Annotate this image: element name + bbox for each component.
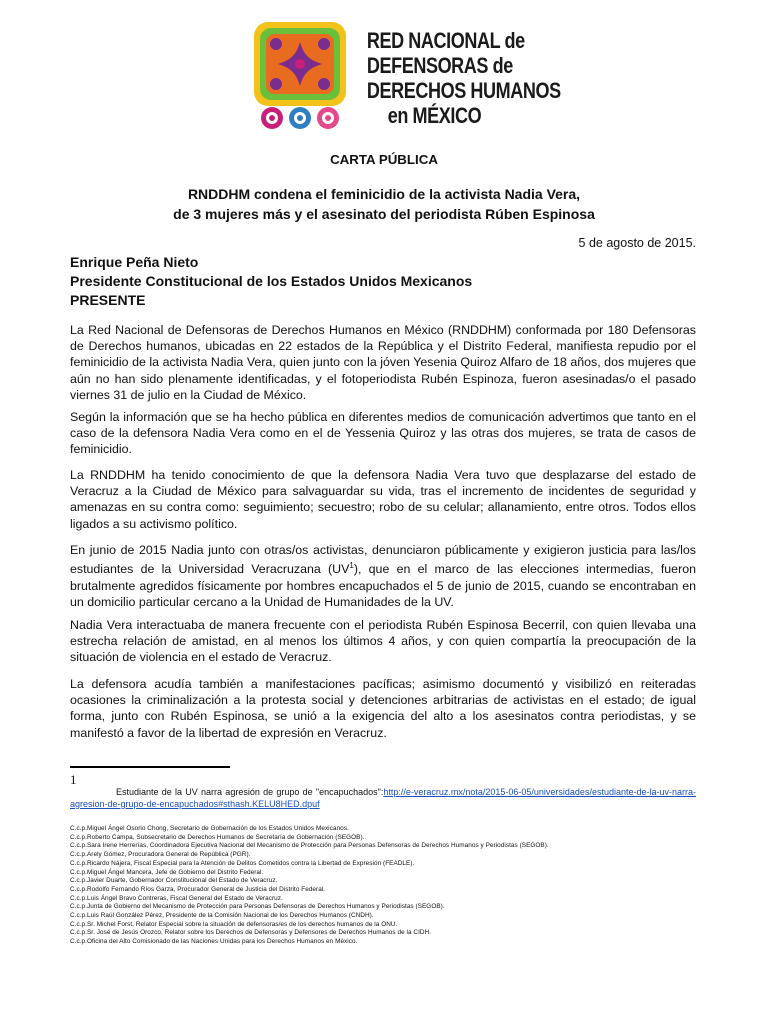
body-paragraph-5: Nadia Vera interactuaba de manera frecuente con el periodista Rubén Espinosa Becerril, con quien llevaba una estrecha relación de amistad, en al menos los últimos 4 años, y con quien compartía la preocupación de la situación de violencia en el estado de Veracruz. xyxy=(70,618,696,665)
body-paragraph-4 xyxy=(70,542,696,610)
logo-line: DERECHOS HUMANOS xyxy=(366,78,561,103)
letter-date: 5 de agosto de 2015. xyxy=(578,236,696,250)
addressee-name: Enrique Peña Nieto xyxy=(70,254,199,270)
ccp-item: C.c.p.Sara Irene Herrerías, Coordinadora Ejecutiva Nacional del Mecanismo de Protección para Personas Defensoras de Derechos Humanos y Periodistas (SEGOB). xyxy=(70,842,549,850)
body-paragraph-6: La defensora acudía también a manifestaciones pacíficas; asimismo documentó y visibilizó en reiteradas ocasiones la criminalización a la protesta social y detenciones arbitrarias de activistas en el estado; de igual forma, junto con Rubén Espinosa, se unió a la exigencia del alto a los asesinatos contra periodistas, y se manifestó a favor de la libertad de expresión en Veracruz. xyxy=(70,677,696,740)
ccp-item: C.c.p.Luis Ángel Bravo Contreras, Fiscal General del Estado de Veracruz. xyxy=(70,894,283,902)
ccp-item: C.c.p.Miguel Ángel Osorio Chong, Secretario de Gobernación de los Estados Unidos Mexicanos. xyxy=(70,825,349,832)
ccp-item: C.c.p.Oficina del Alto Comisionado de las Naciones Unidas para los Derechos Humanos en México. xyxy=(70,938,358,946)
paragraph-4-end: ), que en el marco de las elecciones intermedias, fueron brutalmente agredidos físicamente por hombres encapuchados el 5 de junio de 2015, cuando se encontraban en un domicilio particular cercano a la Unidad de Humanidades de la UV. xyxy=(70,562,696,609)
ccp-item: C.c.p.Ricardo Nájera, Fiscal Especial para la Atención de Delitos Cometidos contra la Libertad de Expresión (FEADLE). xyxy=(70,859,415,867)
organization-logo xyxy=(252,20,561,136)
headline-line-2: de 3 mujeres más y el asesinato del periodista Rúben Espinosa xyxy=(173,206,595,222)
footnote-text xyxy=(70,786,696,810)
ccp-item: C.c.p.Miguel Ángel Mancera, Jefe de Gobierno del Distrito Federal. xyxy=(70,868,264,876)
footnote-description: Estudiante de la UV narra agresión de grupo de "encapuchados": xyxy=(116,787,384,797)
logo-line: en MÉXICO xyxy=(387,103,482,128)
addressee-title: Presidente Constitucional de los Estados Unidos Mexicanos xyxy=(70,273,473,289)
headline-line-1: RNDDHM condena el feminicidio de la activista Nadia Vera, xyxy=(187,186,581,202)
footnote-number: 1 xyxy=(70,772,77,787)
document-type-title: CARTA PÚBLICA xyxy=(330,152,438,167)
footnote-reference[interactable]: 1 xyxy=(349,561,354,571)
ccp-item: C.c.p.Sr. José de Jesús Orozco, Relator sobre los Derechos de Defensoras y Defensores de Derechos Humanos de la CIDH. xyxy=(70,929,432,937)
carbon-copy-list xyxy=(70,825,710,947)
logo-line: RED NACIONAL de xyxy=(366,28,525,53)
ccp-item: C.c.p.Sr. Michel Forst, Relator Especial sobre la situación de defensoras/es de los derechos humanos de la ONU. xyxy=(70,920,398,928)
ccp-item: C.c.p.Javier Duarte, Gobernador Constitucional del Estado de Veracruz. xyxy=(70,877,278,885)
ccp-item: C.c.p.Roberto Campa, Subsecretario de Derechos Humanos de Secretaría de Gobernación (SEGOB). xyxy=(70,833,365,841)
addressee-block xyxy=(70,253,472,310)
logo-wordmark xyxy=(352,28,561,128)
footnote-divider xyxy=(70,766,230,768)
footnote-link[interactable]: http://e-veracruz.mx/nota/2015-06-05/universidades/estudiante-de-la-uv-narra-agresion-de-grupo-de-encapuchados#sthash.KELU8HED.dpuf xyxy=(70,787,696,809)
logo-graphic-icon xyxy=(252,20,348,132)
ccp-item: C.c.p.Junta de Gobierno del Mecanismo de Protección para Personas Defensoras de Derechos Humanos y Periodistas (SEGOB). xyxy=(70,903,445,911)
body-paragraph-2: Según la información que se ha hecho pública en diferentes medios de comunicación advertimos que tanto en el caso de la defensora Nadia Vera como en el de Yessenia Quiroz y las otras dos mujeres, se trata de casos de feminicidio. xyxy=(70,410,696,457)
ccp-item: C.c.p.Arely Gómez, Procuradora General de República (PGR). xyxy=(70,851,251,859)
body-paragraph-1: La Red Nacional de Defensoras de Derechos Humanos en México (RNDDHM) conformada por 180 Defensoras de Derechos humanos, ubicadas en 22 estados de la República y el Distrito Federal, manifiesta repudio por el feminicidio de la activista Nadia Vera, quien junto con la jóven Yesenia Quiroz Alfaro de 18 años, dos mujeres que aún no han sido plenamente identificadas, y el fotoperiodista Rubén Espinoza, fueron asesinadas/o el pasado viernes 31 de julio en la Ciudad de México. xyxy=(70,323,696,402)
paragraph-4-start: En junio de 2015 Nadia junto con otras/os activistas, denunciaron públicamente y exigieron justicia para las/los estudiantes de la Universidad Veracruzana (UV xyxy=(70,543,696,577)
ccp-item: C.c.p.Rodolfo Fernando Ríos Garza, Procurador General de Justicia del Distrito Federal. xyxy=(70,885,326,893)
body-paragraph-3: La RNDDHM ha tenido conocimiento de que la defensora Nadia Vera tuvo que desplazarse del estado de Veracruz a la Ciudad de México para salvaguardar su vida, tras el incremento de incidentes de seguridad y amenazas en su contra como: seguimiento; secuestro; robo de su celular; allanamiento, entre otros. Todos ellos ligados a su activismo político. xyxy=(70,468,696,531)
addressee-salutation: PRESENTE xyxy=(70,292,146,308)
ccp-item: C.c.p.Luis Raúl González Pérez, Presidente de la Comisión Nacional de los Derechos Humanos (CNDH). xyxy=(70,912,374,920)
logo-line: DEFENSORAS de xyxy=(366,53,513,78)
